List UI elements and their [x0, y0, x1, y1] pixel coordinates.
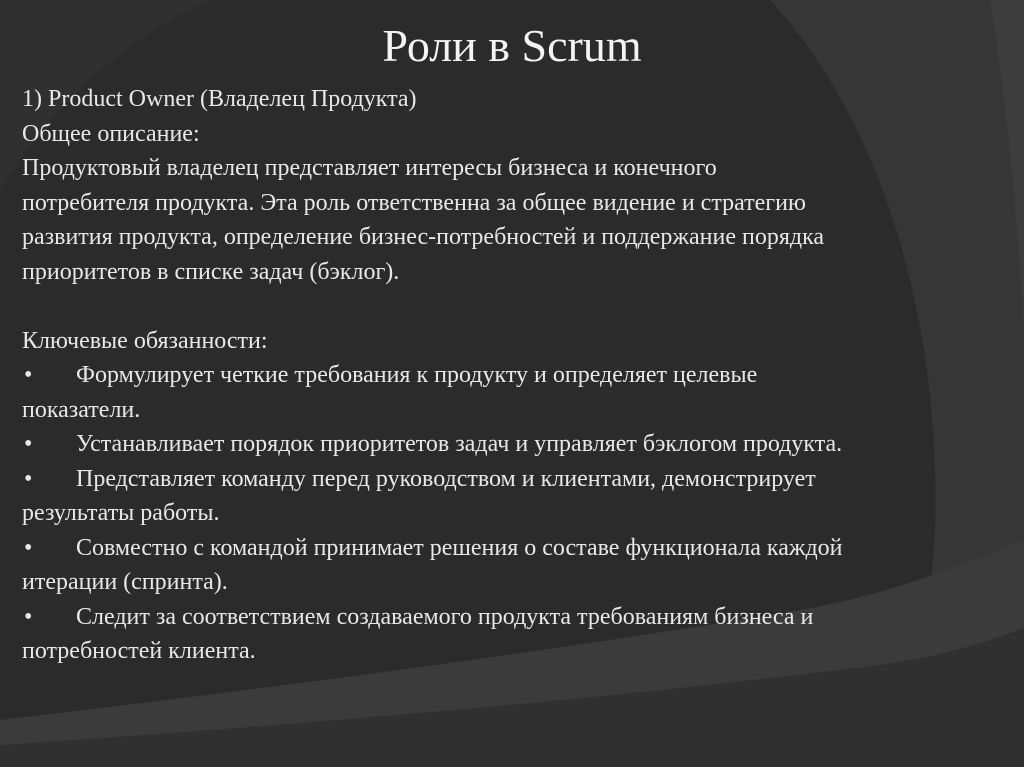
description-line: развития продукта, определение бизнес-потребностей и поддержание порядка: [22, 224, 825, 250]
slide-title: Роли в Scrum: [382, 20, 642, 71]
spacer: [22, 289, 1002, 324]
duty-text-continued: результаты работы.: [22, 500, 220, 526]
duty-item: [22, 427, 1002, 462]
duty-item: [22, 462, 1002, 531]
bullet-icon: •: [24, 603, 33, 630]
duty-text-continued: итерации (спринта).: [22, 569, 228, 595]
description-line: приоритетов в списке задач (бэклог).: [22, 258, 400, 285]
duty-text: Следит за соответствием создаваемого продукта требованиям бизнеса и: [76, 603, 814, 630]
slide-body: [22, 82, 1002, 669]
duty-text: Устанавливает порядок приоритетов задач и управляет бэклогом продукта.: [76, 431, 843, 457]
duty-text-continued: показатели.: [22, 396, 141, 423]
bullet-icon: •: [24, 431, 33, 457]
duty-text: Представляет команду перед руководством и клиентами, демонстрирует: [76, 465, 816, 492]
duty-item: [22, 600, 1002, 669]
bullet-icon: •: [24, 362, 33, 388]
duty-text-continued: потребностей клиента.: [22, 638, 256, 664]
description-line: потребителя продукта. Эта роль ответственна за общее видение и стратегию: [22, 189, 806, 216]
description-line: Продуктовый владелец представляет интересы бизнеса и конечного: [22, 155, 717, 181]
role-heading: 1) Product Owner (Владелец Продукта): [22, 86, 417, 112]
bullet-icon: •: [24, 465, 33, 492]
duty-item: [22, 358, 1002, 427]
duties-heading: Ключевые обязанности:: [22, 327, 268, 354]
duty-item: [22, 531, 1002, 600]
duty-text: Формулирует четкие требования к продукту и определяет целевые: [76, 362, 758, 388]
bullet-icon: •: [24, 534, 33, 561]
description-heading: Общее описание:: [22, 120, 200, 147]
duty-text: Совместно с командой принимает решения о составе функционала каждой: [76, 534, 843, 561]
